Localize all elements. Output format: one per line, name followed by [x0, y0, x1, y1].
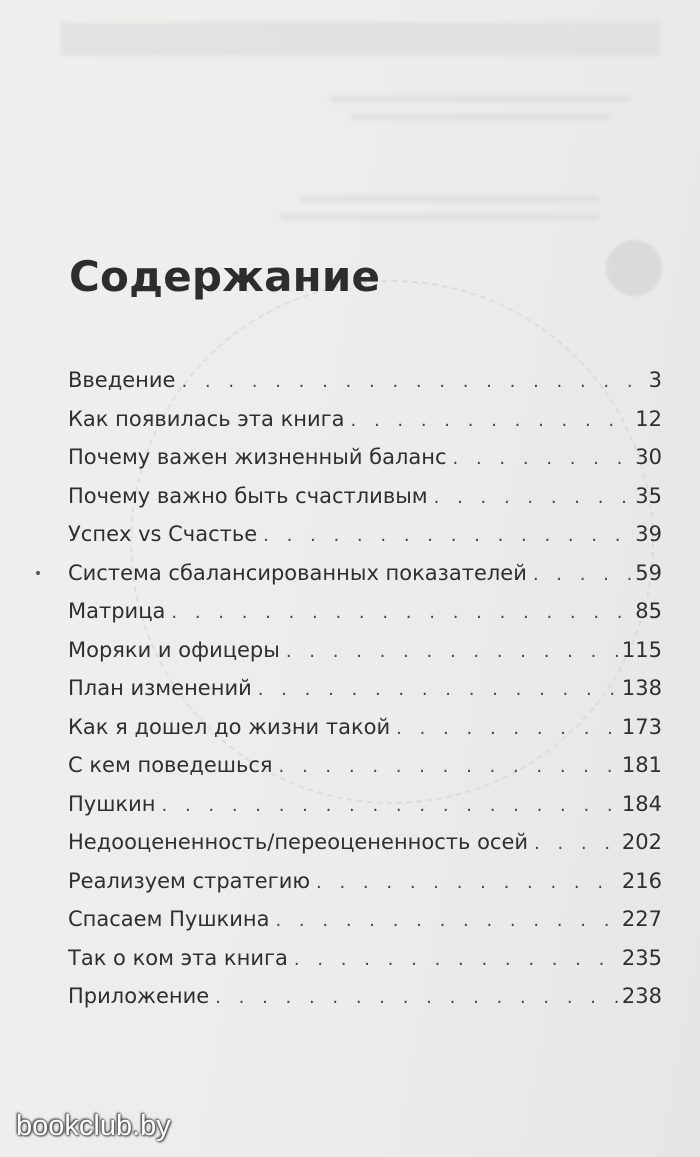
toc-entry	[68, 792, 662, 831]
toc-entry-page: 202	[621, 830, 662, 854]
toc-entry	[68, 445, 662, 484]
toc-entry-title: Почему важен жизненный баланс	[68, 445, 447, 469]
toc-entry-page: 216	[621, 868, 662, 893]
toc-entry	[68, 907, 662, 946]
show-through-header	[60, 22, 660, 56]
show-through-line	[300, 196, 600, 202]
show-through-circle-mark	[606, 240, 662, 296]
toc-leader-dots	[316, 872, 618, 893]
toc-entry	[68, 984, 662, 1023]
toc-entry	[68, 676, 662, 715]
toc-entry-page: 35	[635, 483, 662, 508]
site-watermark: bookclub.by	[16, 1110, 171, 1142]
toc-entry-page: 39	[635, 522, 662, 546]
toc-entry-title: Система сбалансированных показателей	[68, 560, 527, 585]
toc-entry-title: Недооцененность/переоцененность осей	[68, 830, 529, 854]
toc-entry-title: Как появилась эта книга	[68, 406, 345, 431]
toc-leader-dots	[453, 448, 632, 469]
toc-entry-title: Как я дошел до жизни такой	[68, 714, 391, 739]
toc-entry	[68, 522, 662, 561]
show-through-line	[280, 214, 600, 220]
toc-entry-title: Приложение	[68, 984, 210, 1008]
toc-entry	[68, 638, 662, 677]
toc-leader-dots	[396, 718, 618, 739]
toc-entry-page: 235	[621, 945, 662, 970]
toc-entry	[68, 561, 662, 600]
toc-entry	[68, 869, 662, 908]
toc-entry-page: 115	[621, 637, 662, 662]
toc-leader-dots	[279, 756, 618, 777]
toc-leader-dots	[294, 949, 618, 970]
toc-entry-title: Реализуем стратегию	[68, 868, 311, 893]
toc-entry-page: 30	[635, 445, 662, 469]
toc-entry	[68, 753, 662, 792]
toc-entry-page: 85	[635, 599, 662, 623]
toc-entry	[68, 407, 662, 446]
toc-leader-dots	[434, 487, 632, 508]
show-through-line	[330, 96, 630, 102]
toc-leader-dots	[263, 525, 631, 546]
toc-leader-dots	[258, 679, 618, 700]
toc-entry-page: 3	[648, 368, 662, 392]
toc-leader-dots	[533, 564, 631, 585]
toc-leader-dots	[215, 987, 618, 1008]
toc-leader-dots	[286, 641, 618, 662]
toc-entry-page: 138	[621, 676, 662, 700]
toc-leader-dots	[351, 410, 632, 431]
toc-entry-page: 181	[621, 753, 662, 777]
toc-entry-title: План изменений	[68, 676, 252, 700]
toc-entry-page: 184	[621, 791, 662, 816]
print-speck	[36, 571, 40, 575]
toc-entry	[68, 715, 662, 754]
toc-entry-title: Матрица	[68, 599, 166, 623]
toc-entry-page: 173	[621, 714, 662, 739]
toc-entry-title: Пушкин	[68, 791, 156, 816]
toc-entry	[68, 368, 662, 407]
toc-entry	[68, 830, 662, 869]
toc-leader-dots	[534, 833, 618, 854]
toc-entry	[68, 599, 662, 638]
toc-leader-dots	[162, 795, 618, 816]
toc-entry-title: Так о ком эта книга	[68, 945, 288, 970]
table-of-contents	[68, 368, 662, 1023]
page-title: Содержание	[69, 252, 381, 301]
toc-entry	[68, 484, 662, 523]
toc-entry-title: С кем поведешься	[68, 753, 273, 777]
toc-entry-page: 12	[635, 406, 662, 431]
toc-entry-title: Моряки и офицеры	[68, 637, 280, 662]
toc-entry-title: Спасаем Пушкина	[68, 907, 270, 931]
toc-entry-page: 59	[635, 560, 662, 585]
toc-leader-dots	[275, 910, 617, 931]
toc-entry-title: Успех vs Счастье	[68, 522, 258, 546]
toc-entry-page: 227	[621, 907, 662, 931]
show-through-line	[350, 114, 610, 120]
toc-leader-dots	[171, 602, 631, 623]
toc-entry-page: 238	[621, 984, 662, 1008]
toc-entry-title: Почему важно быть счастливым	[68, 483, 428, 508]
toc-leader-dots	[181, 371, 644, 392]
toc-entry-title: Введение	[68, 368, 176, 392]
toc-entry	[68, 946, 662, 985]
